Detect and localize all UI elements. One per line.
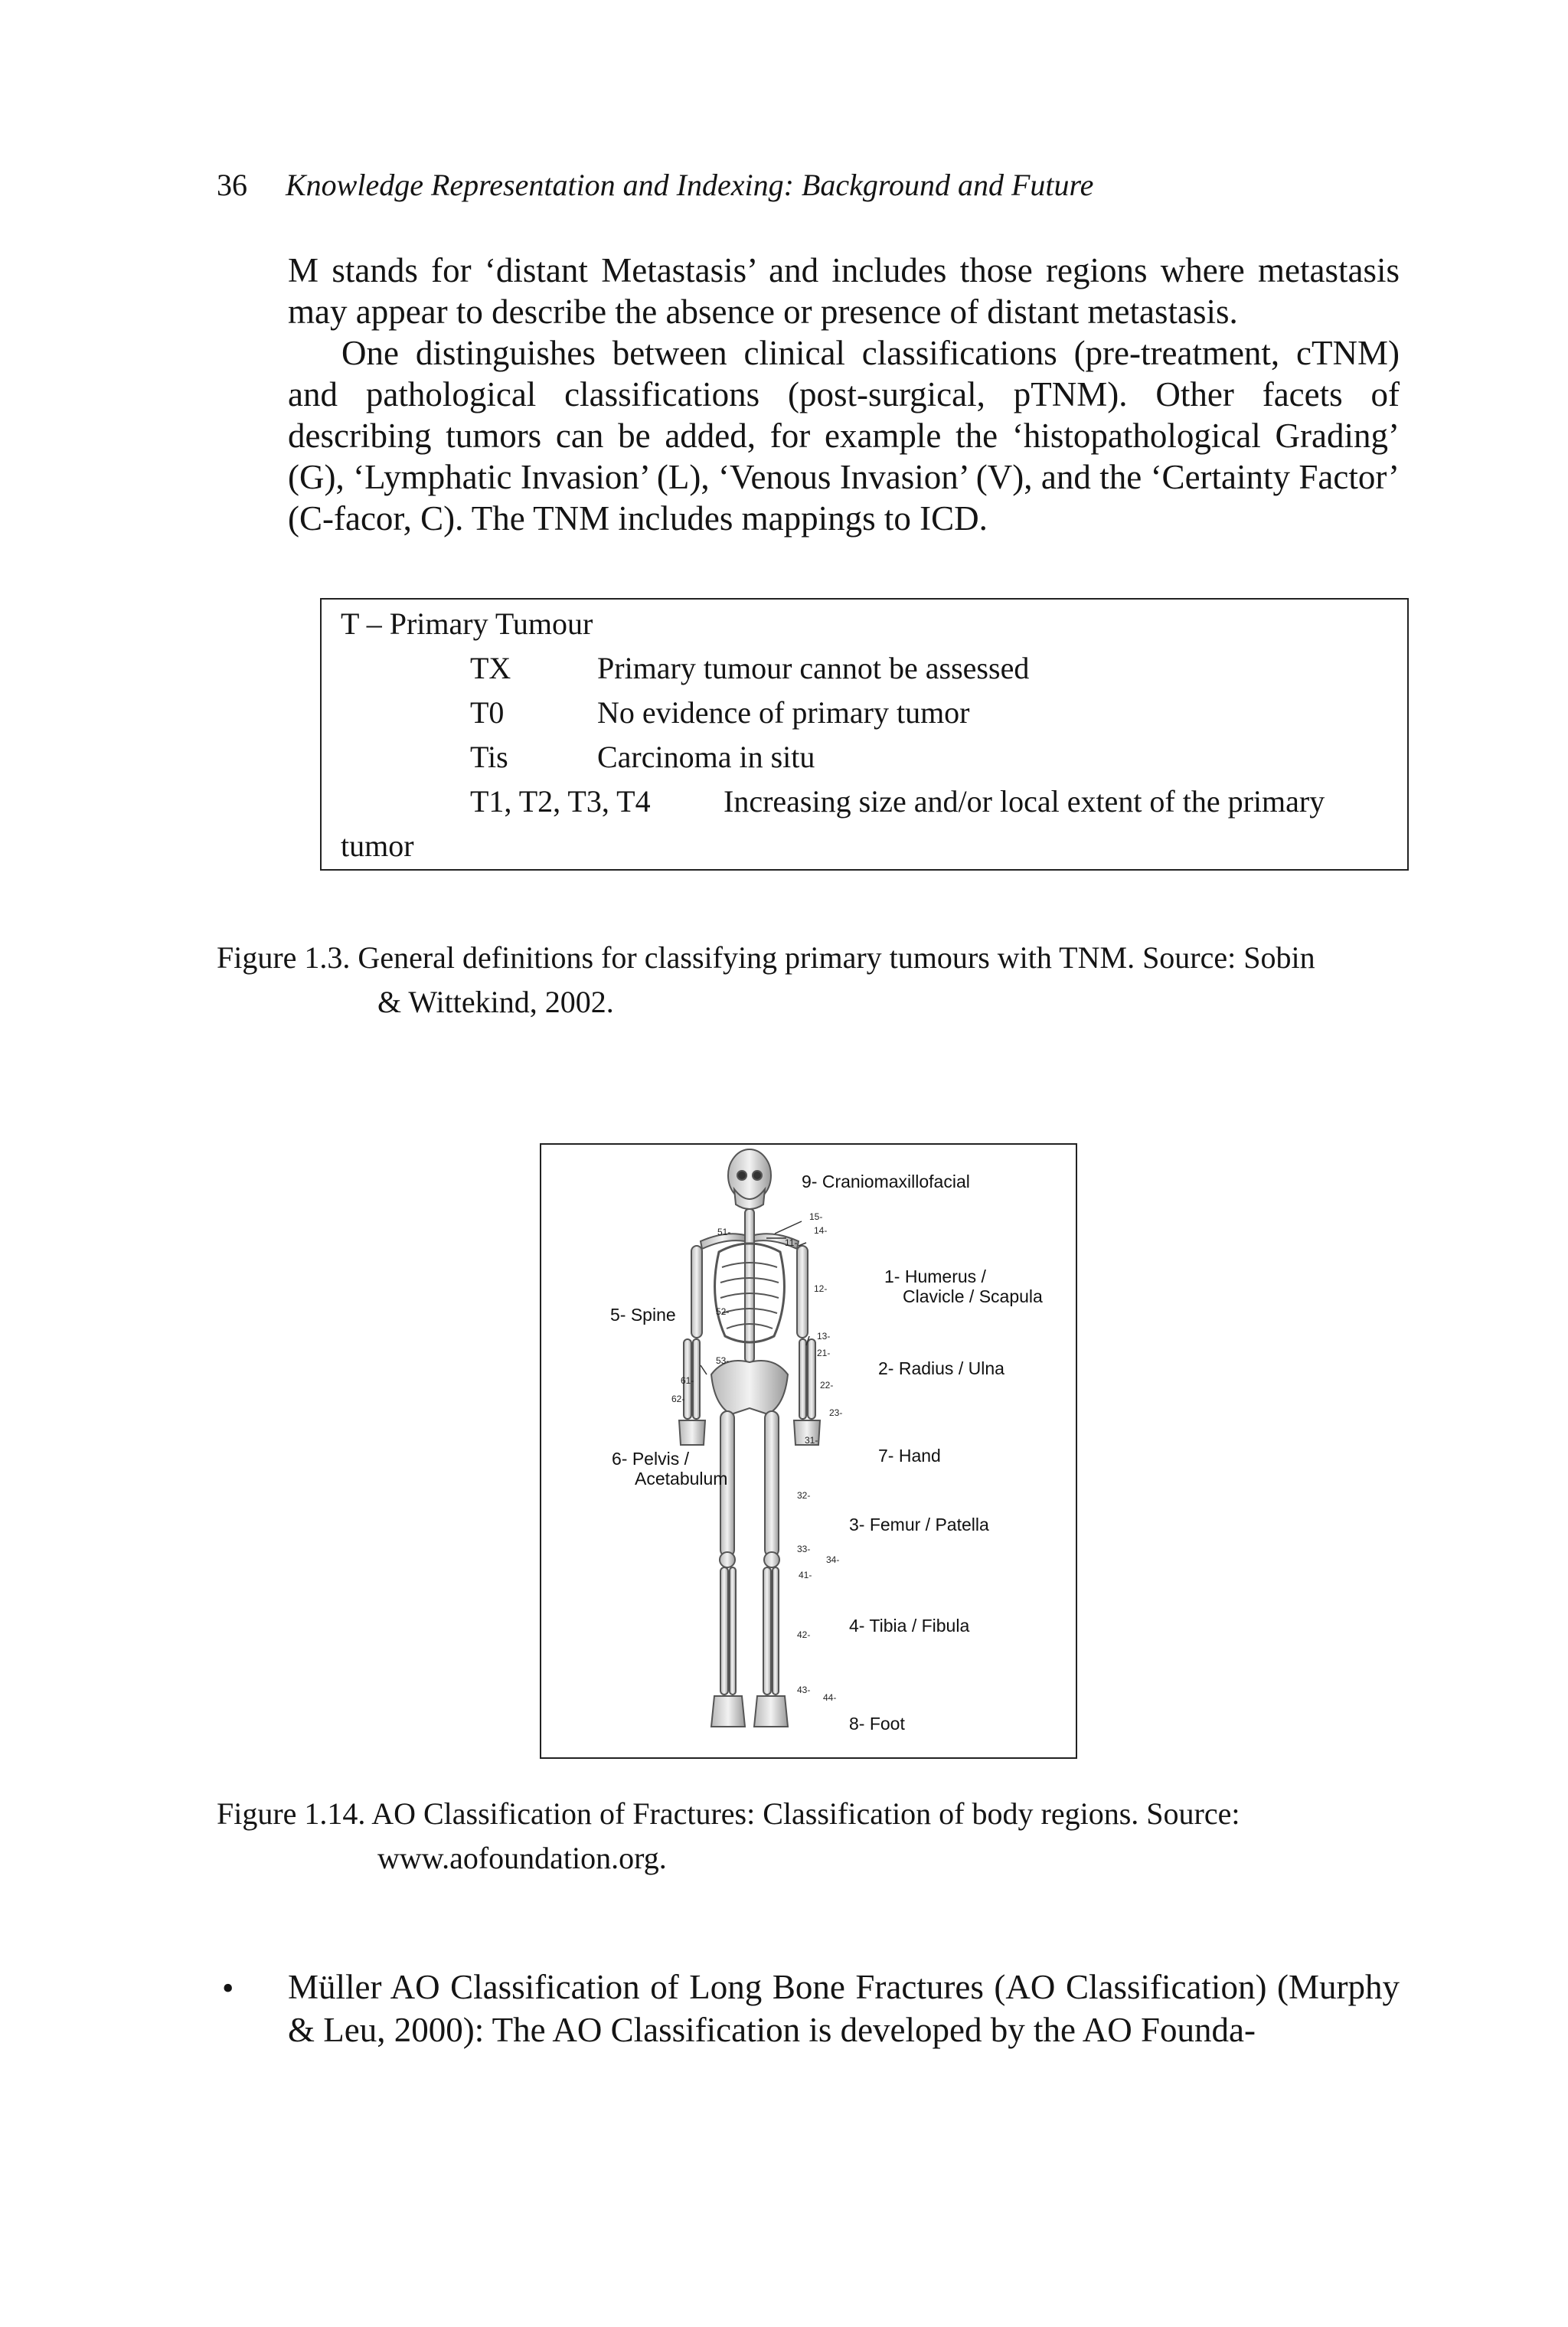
bullet-text: Müller AO Classification of Long Bone Fractures (AO Classification) (Murphy & Leu, 2000): The AO Classification is developed by the AO Founda- (288, 1968, 1400, 2049)
segment-number: 52- (716, 1306, 730, 1317)
tnm-code: Tis (470, 740, 508, 774)
label-tibia-fibula: 4- Tibia / Fibula (849, 1616, 970, 1636)
segment-number: 32- (797, 1490, 811, 1501)
box-title: T – Primary Tumour (341, 606, 593, 641)
segment-number: 33- (797, 1544, 811, 1554)
page-number: 36 (217, 168, 247, 202)
running-header (217, 167, 1093, 203)
segment-number: 43- (797, 1685, 811, 1695)
segment-number: 15- (809, 1211, 823, 1222)
caption-line: www.aofoundation.org. (377, 1841, 667, 1875)
tnm-code: T0 (470, 695, 505, 730)
segment-number: 13- (817, 1331, 831, 1342)
segment-number: 41- (799, 1570, 812, 1580)
segment-number: 22- (820, 1380, 834, 1391)
tnm-code: T1, T2, T3, T4 (470, 784, 651, 819)
segment-number: 12- (814, 1283, 828, 1294)
caption-line: Figure 1.14. AO Classification of Fractures: Classification of body regions. Source: (217, 1796, 1240, 1831)
tnm-code: TX (470, 651, 511, 685)
segment-number: 11- (785, 1237, 798, 1248)
segment-number: 34- (826, 1554, 840, 1565)
figure-1-14-caption (217, 1792, 1411, 1881)
segment-number: 62- (671, 1394, 685, 1404)
segment-number: 44- (823, 1692, 837, 1703)
tnm-description: Primary tumour cannot be assessed (597, 651, 1030, 685)
segment-number: 51- (717, 1227, 731, 1237)
figure-1-3-caption (217, 936, 1411, 1025)
label-craniomaxillofacial: 9- Craniomaxillofacial (802, 1172, 970, 1191)
label-clavicle-scapula: Clavicle / Scapula (903, 1286, 1043, 1306)
skeleton-figure (540, 1143, 1077, 1759)
label-spine: 5- Spine (610, 1305, 676, 1325)
paragraph-classifications: One distinguishes between clinical classifications (pre-treatment, cTNM) and pathological classifications (post-surgical, pTNM). Other facets of describing tumors can be added, for example the ‘histopathological Grading’ (G), ‘Lymphatic Invasion’ (L), ‘Venous Invasion’ (V), and the ‘Certainty Factor’ (C-facor, C). The TNM includes mappings to ICD. (288, 334, 1400, 538)
label-foot: 8- Foot (849, 1714, 905, 1734)
caption-line: & Wittekind, 2002. (377, 985, 614, 1019)
skeleton-diagram (541, 1145, 1076, 1757)
segment-number: 53- (716, 1355, 730, 1366)
tnm-description: Increasing size and/or local extent of the primary (724, 784, 1325, 819)
tnm-description: No evidence of primary tumor (597, 695, 970, 730)
caption-line: Figure 1.3. General definitions for classifying primary tumours with TNM. Source: Sobin (217, 940, 1315, 975)
label-radius-ulna: 2- Radius / Ulna (878, 1358, 1004, 1378)
label-femur-patella: 3- Femur / Patella (849, 1515, 989, 1534)
segment-number: 23- (829, 1407, 843, 1418)
segment-number: 61- (681, 1375, 694, 1386)
paragraph-metastasis: M stands for ‘distant Metastasis’ and includes those regions where metastasis may appear to describe the absence or presence of distant metastasis. (288, 251, 1400, 331)
tnm-definition-box (320, 598, 1409, 871)
bullet-symbol: • (222, 1969, 234, 2007)
label-acetabulum: Acetabulum (635, 1469, 728, 1489)
segment-number: 31- (805, 1435, 818, 1446)
label-humerus: 1- Humerus / (884, 1266, 986, 1286)
segment-number: 14- (814, 1225, 828, 1236)
label-hand: 7- Hand (878, 1446, 941, 1466)
segment-number: 42- (797, 1629, 811, 1640)
running-title: Knowledge Representation and Indexing: Background and Future (286, 168, 1094, 202)
label-pelvis: 6- Pelvis / (612, 1449, 689, 1469)
tnm-description: Carcinoma in situ (597, 740, 815, 774)
tnm-description-wrap: tumor (341, 829, 414, 863)
segment-number: 21- (817, 1348, 831, 1358)
